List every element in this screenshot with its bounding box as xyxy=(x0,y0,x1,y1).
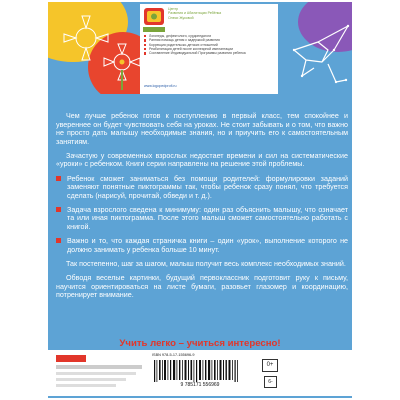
center-website: www.logopedprofi.ru xyxy=(144,84,177,88)
bullet-text: Ребенок сможет заниматься без помощи родителей: формулировки заданий заменяют понятные пиктограммы так, чтобы ребенок сразу понял, что требуется сделать (нарисуй, прочитай, обведи и т. д.). xyxy=(67,174,348,200)
isbn-text: ISBN 978-5-17-155696-9 xyxy=(152,353,195,357)
barcode-icon xyxy=(152,359,248,387)
paragraph: Зачастую у современных взрослых недостает времени и сил на систематические «уроки» с ребенком. Книги серии направлены на решение этой проблемы. xyxy=(56,151,348,169)
cover-bottom-layer xyxy=(48,0,352,400)
paragraph: Так постепенно, шаг за шагом, малыш получит весь комплекс необходимых знаний. xyxy=(66,259,346,268)
service-item: Логопеды, дефектологи, сурдопедагоги xyxy=(144,34,274,38)
svg-text:9 785171 556969: 9 785171 556969 xyxy=(180,382,220,387)
center-name: Центр Развития и Абилитации Ребёнка Олеси Жуковой xyxy=(168,7,222,20)
slogan: Учить легко – учиться интересно! xyxy=(119,338,281,349)
publisher-info xyxy=(56,355,146,391)
bullet-text: Важно и то, что каждая страничка книги – один «урок», выполнение которого не должно занимать у ребенка больше 10 минут. xyxy=(67,237,348,254)
paragraph: Чем лучше ребенок готов к поступлению в первый класс, тем спокойнее и увереннее он будет чувствовать себя на уроках. Не стоит забывать и о том, что важно не просто дать малышу необходимые знания, но и приучить его к самостоятельным занятиям. xyxy=(56,112,348,146)
cover-footer xyxy=(48,350,352,396)
paragraph: Обводя веселые картинки, будущий первоклассник подготовит руку к письму, научится ориентироваться на листе бумаги, разовьет глазомер и координацию, потренирует внимание. xyxy=(56,273,348,300)
bullet-text: Задача взрослого сведена к минимуму: один раз объяснить малышу, что означает та или иная пиктограмма. После этого малыш сможет самостоятельно работать с книгой. xyxy=(67,205,348,232)
service-item: Реабилитация детей после кохлеарной имплантации xyxy=(144,47,274,51)
age-category-badge: 6- xyxy=(264,376,277,388)
service-item: Ранняя помощь детям с задержкой развития xyxy=(144,38,274,42)
age-rating-badge: 0+ xyxy=(262,359,278,372)
service-item: Составление Индивидуальной Программы развития ребенка xyxy=(144,51,274,55)
service-item: Коррекция родительско-детских отношений xyxy=(144,43,274,47)
